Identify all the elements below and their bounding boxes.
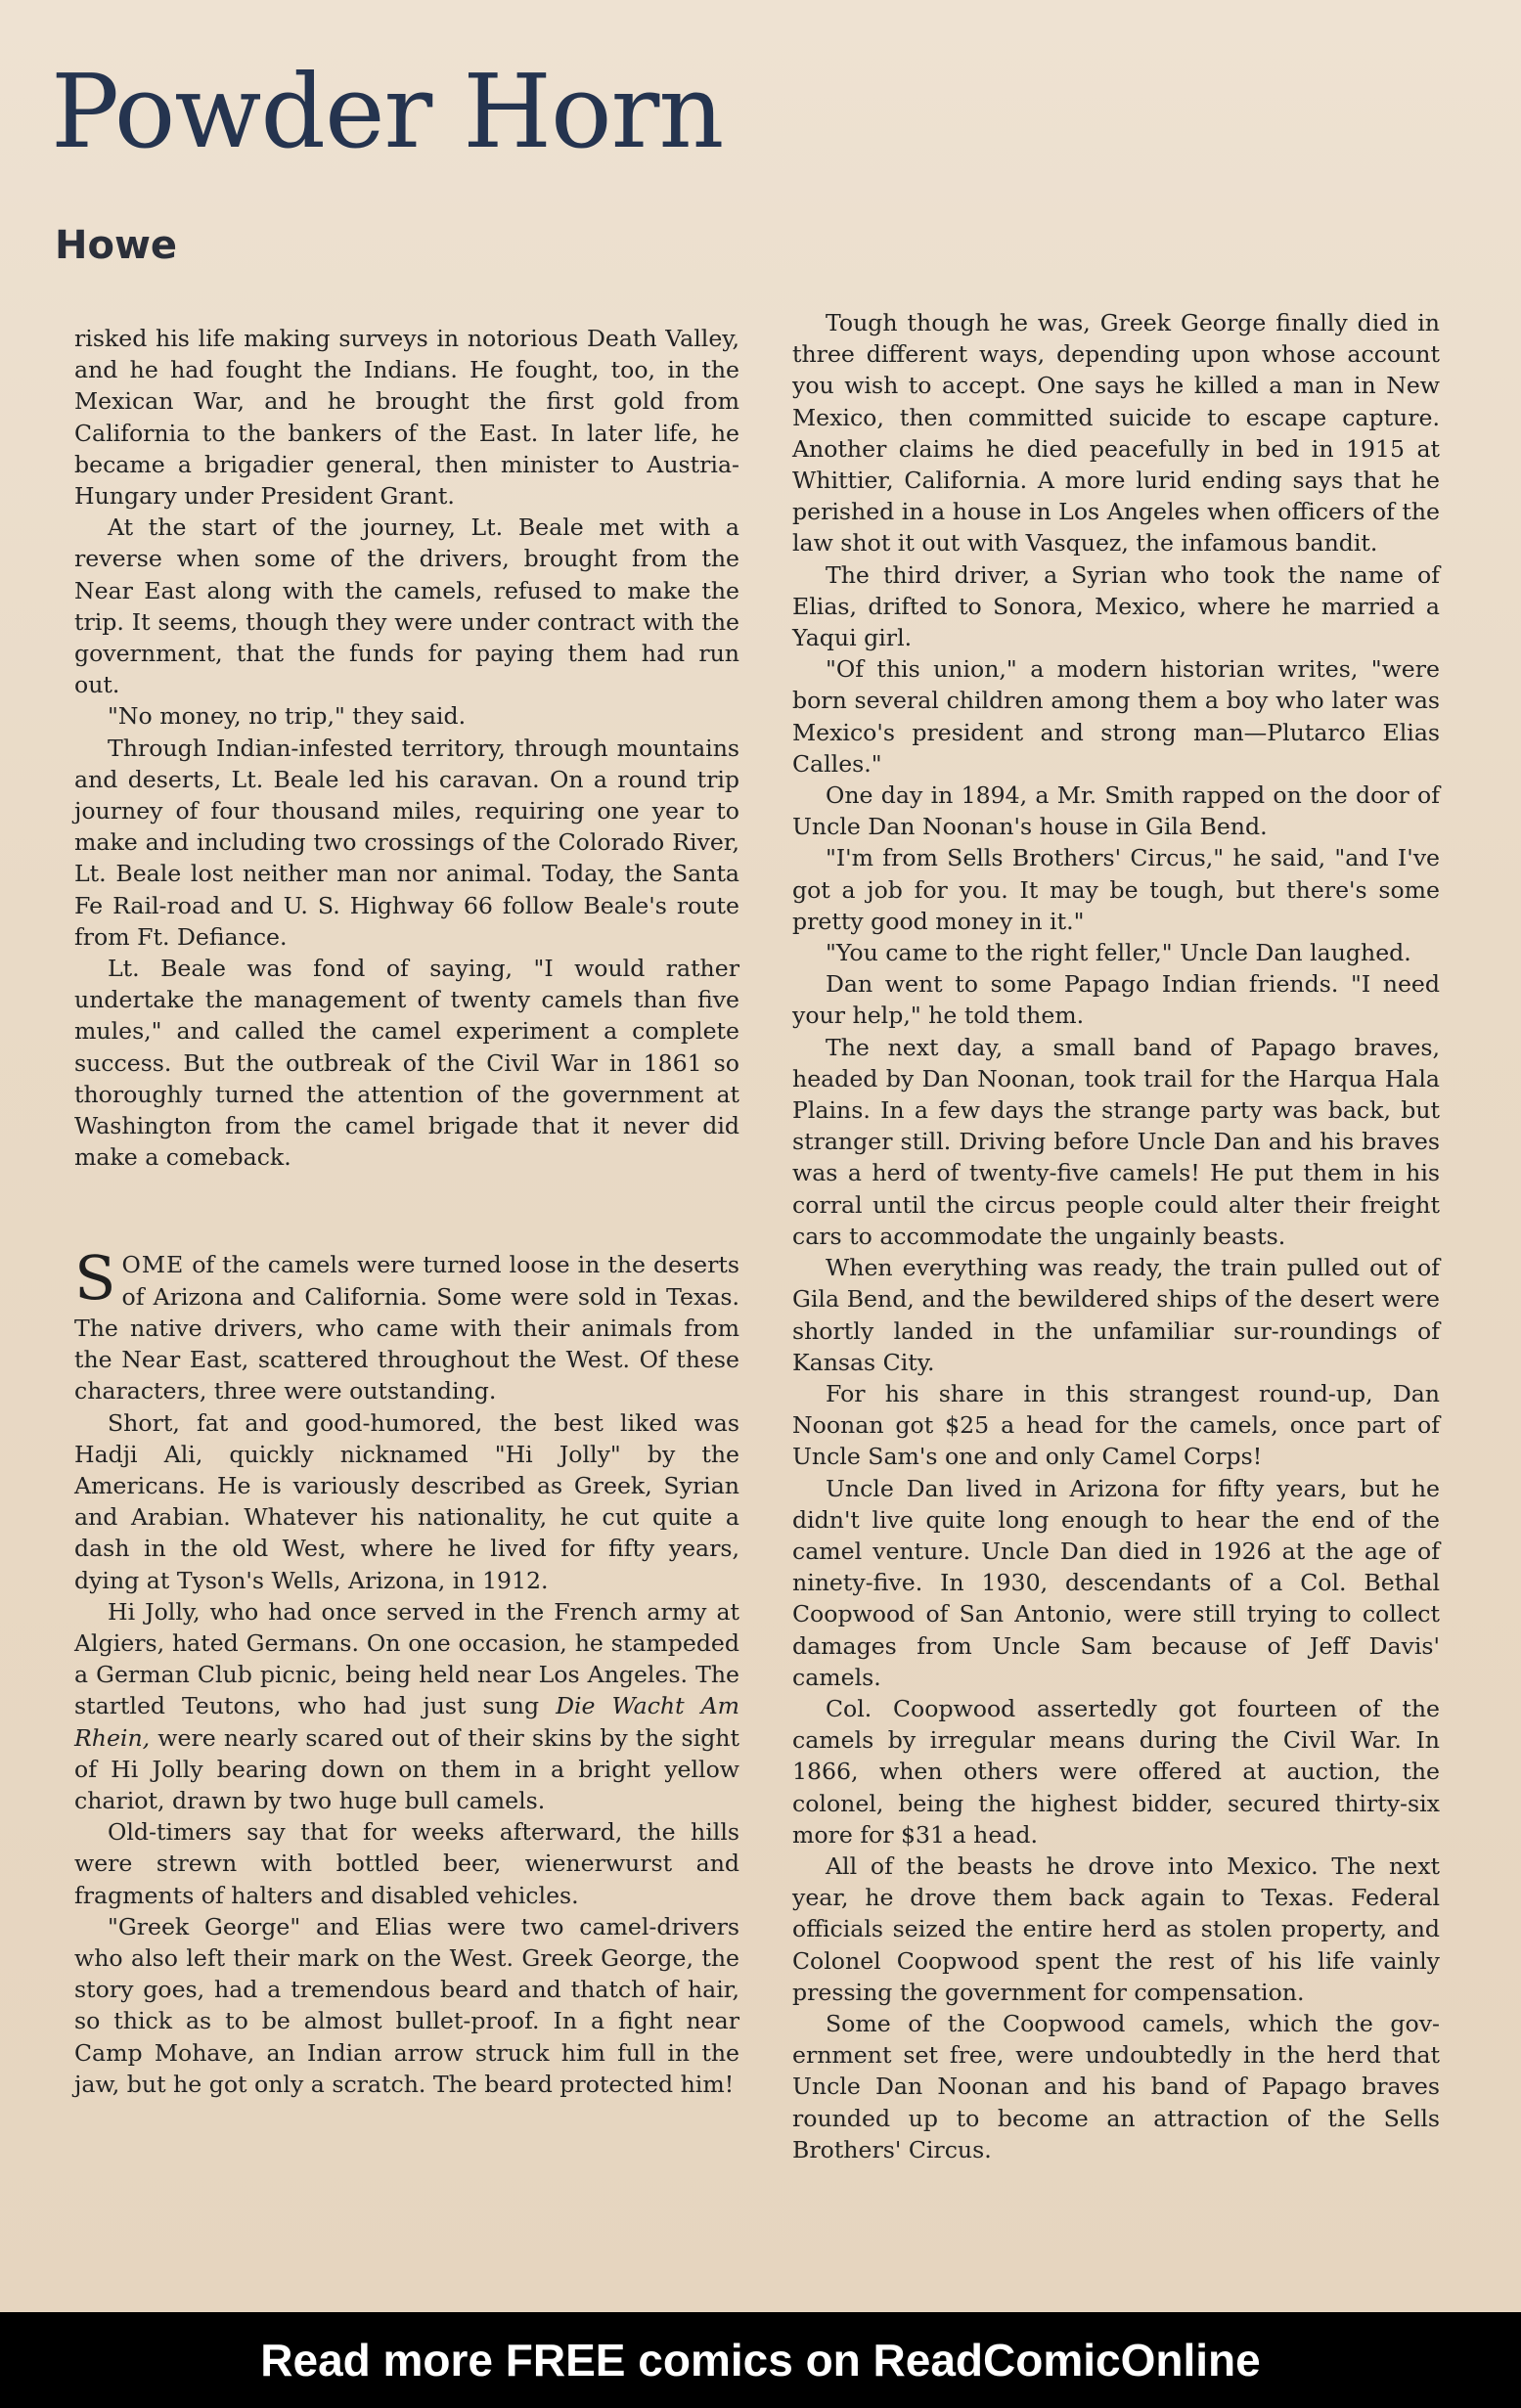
paragraph: Through Indian-infested territory, through mountains and deserts, Lt. Beale led his caravan. On a round trip journey of four thousand miles, requiring one year to make and including two crossings of the Colorado River, Lt. Beale lost neither man nor animal. Today, the Santa Fe Rail-road and U. S. Highway 66 follow Beale's route from Ft. Defiance.	[74, 734, 739, 951]
paragraph: The next day, a small band of Papago braves, headed by Dan Noonan, took trail for the Harqua Hala Plains. In a few days the strange party was back, but stranger still. Driving before Uncle Dan and his braves was a herd of twenty-five camels! He put them in his corral until the circus people could alter their freight cars to accommodate the ungainly beasts.	[792, 1033, 1440, 1250]
left-column	[74, 323, 739, 2100]
paragraph-text: Hi Jolly, who had once served in the French army at Algiers, hated Germans. On one occasion, he stampeded a German Club picnic, being held near Los Angeles. The startled Teutons, who had just sung	[74, 1597, 739, 1720]
small-caps-lead: OME	[121, 1251, 185, 1279]
paragraph: Short, fat and good-humored, the best liked was Hadji Ali, quickly nicknamed "Hi Jolly" by the Americans. He is variously described as Greek, Syrian and Arabian. Whatever his nationality, he cut quite a dash in the old West, where he lived for fifty years, dying at Tyson's Wells, Arizona, in 1912.	[74, 1408, 739, 1594]
paragraph: Tough though he was, Greek George finally died in three different ways, depending upon whose account you wish to accept. One says he killed a man in New Mexico, then committed suicide to escape capture. Another claims he died peacefully in bed in 1915 at Whittier, California. A more lurid ending says that he perished in a house in Los Angeles when officers of the law shot it out with Vasquez, the infamous bandit.	[792, 309, 1440, 557]
paragraph: For his share in this strangest round-up, Dan Noonan got $25 a head for the camels, once part of Uncle Sam's one and only Camel Corps!	[792, 1379, 1440, 1471]
paragraph: All of the beasts he drove into Mexico. The next year, he drove them back again to Texas. Federal officials seized the entire herd as stolen property, and Colonel Coopwood spent the rest of his life vainly pressing the government for compensation.	[792, 1851, 1440, 2006]
paragraph: Some of the Coopwood camels, which the gov-ernment set free, were undoubtedly in the herd that Uncle Dan Noonan and his band of Papago braves rounded up to become an attraction of the Sells Brothers' Circus.	[792, 2009, 1440, 2163]
paragraph: One day in 1894, a Mr. Smith rapped on the door of Uncle Dan Noonan's house in Gila Bend.	[792, 781, 1440, 841]
page-title: Powder Horn	[51, 52, 724, 171]
paragraph-text: were nearly scared out of their skins by the sight of Hi Jolly bearing down on them in a bright yellow chariot, drawn by two huge bull camels.	[74, 1723, 739, 1814]
paragraph: Lt. Beale was fond of saying, "I would rather undertake the management of twenty camels than five mules," and called the camel experiment a complete success. But the outbreak of the Civil War in 1861 so thoroughly turned the attention of the government at Washington from the camel brigade that it never did make a comeback.	[74, 955, 739, 1172]
paragraph: Dan went to some Papago Indian friends. "I need your help," he told them.	[792, 970, 1440, 1030]
paragraph: "Greek George" and Elias were two camel-drivers who also left their mark on the West. Greek George, the story goes, had a tremendous beard and thatch of hair, so thick as to be almost bullet-proof. In a fight near Camp Mohave, an Indian arrow struck him full in the jaw, but he got only a scratch. The beard protected him!	[74, 1912, 739, 2098]
paragraph-text: of the camels were turned loose in the deserts of Arizona and California. Some were sold in Texas. The native drivers, who came with their animals from the Near East, scattered throughout the West. Of these characters, three were outstanding.	[74, 1251, 739, 1405]
paragraph: Uncle Dan lived in Arizona for fifty years, but he didn't live quite long enough to hear the end of the camel venture. Uncle Dan died in 1926 at the age of ninety-five. In 1930, descendants of a Col. Bethal Coopwood of San Antonio, were still trying to collect damages from Uncle Sam because of Jeff Davis' camels.	[792, 1474, 1440, 1691]
paragraph: The third driver, a Syrian who took the name of Elias, drifted to Sonora, Mexico, where he married a Yaqui girl.	[792, 560, 1440, 652]
drop-cap: S	[74, 1242, 116, 1315]
paragraph: "I'm from Sells Brothers' Circus," he said, "and I've got a job for you. It may be tough, but there's some pretty good money in it."	[792, 844, 1440, 935]
paragraph: "Of this union," a modern historian writes, "were born several children among them a boy who later was Mexico's president and strong man—Plutarco Elias Calles."	[792, 655, 1440, 778]
paragraph: Old-timers say that for weeks afterward, the hills were strewn with bottled beer, wienerwurst and fragments of halters and disabled vehicles.	[74, 1818, 739, 1909]
paragraph: When everything was ready, the train pulled out of Gila Bend, and the bewildered ships of the desert were shortly landed in the unfamiliar sur-roundings of Kansas City.	[792, 1254, 1440, 1376]
right-column	[792, 307, 1440, 2165]
paragraph: risked his life making surveys in notorious Death Valley, and he had fought the Indians. He fought, too, in the Mexican War, and he brought the first gold from California to the bankers of the East. In later life, he became a brigadier general, then minister to Austria-Hungary under President Grant.	[74, 325, 739, 511]
song-title: Die Wacht Am Rhein,	[74, 1692, 739, 1752]
section-opening-paragraph	[74, 1242, 739, 1406]
paragraph	[74, 1596, 739, 1816]
paragraph: "No money, no trip," they said.	[108, 702, 467, 731]
paragraph: At the start of the journey, Lt. Beale met with a reverse when some of the drivers, brought from the Near East along with the camels, refused to make the trip. It seems, though they were under contract with the government, that the funds for paying them had run out.	[74, 513, 739, 699]
paragraph: "You came to the right feller," Uncle Dan laughed.	[826, 939, 1411, 967]
promo-banner[interactable]: Read more FREE comics on ReadComicOnline	[0, 2312, 1521, 2408]
paragraph: Col. Coopwood assertedly got fourteen of the camels by irregular means during the Civil War. In 1866, when others were offered at auction, the colonel, being the highest bidder, secured thirty-six more for $31 a head.	[792, 1694, 1440, 1849]
byline: Howe	[55, 223, 178, 268]
